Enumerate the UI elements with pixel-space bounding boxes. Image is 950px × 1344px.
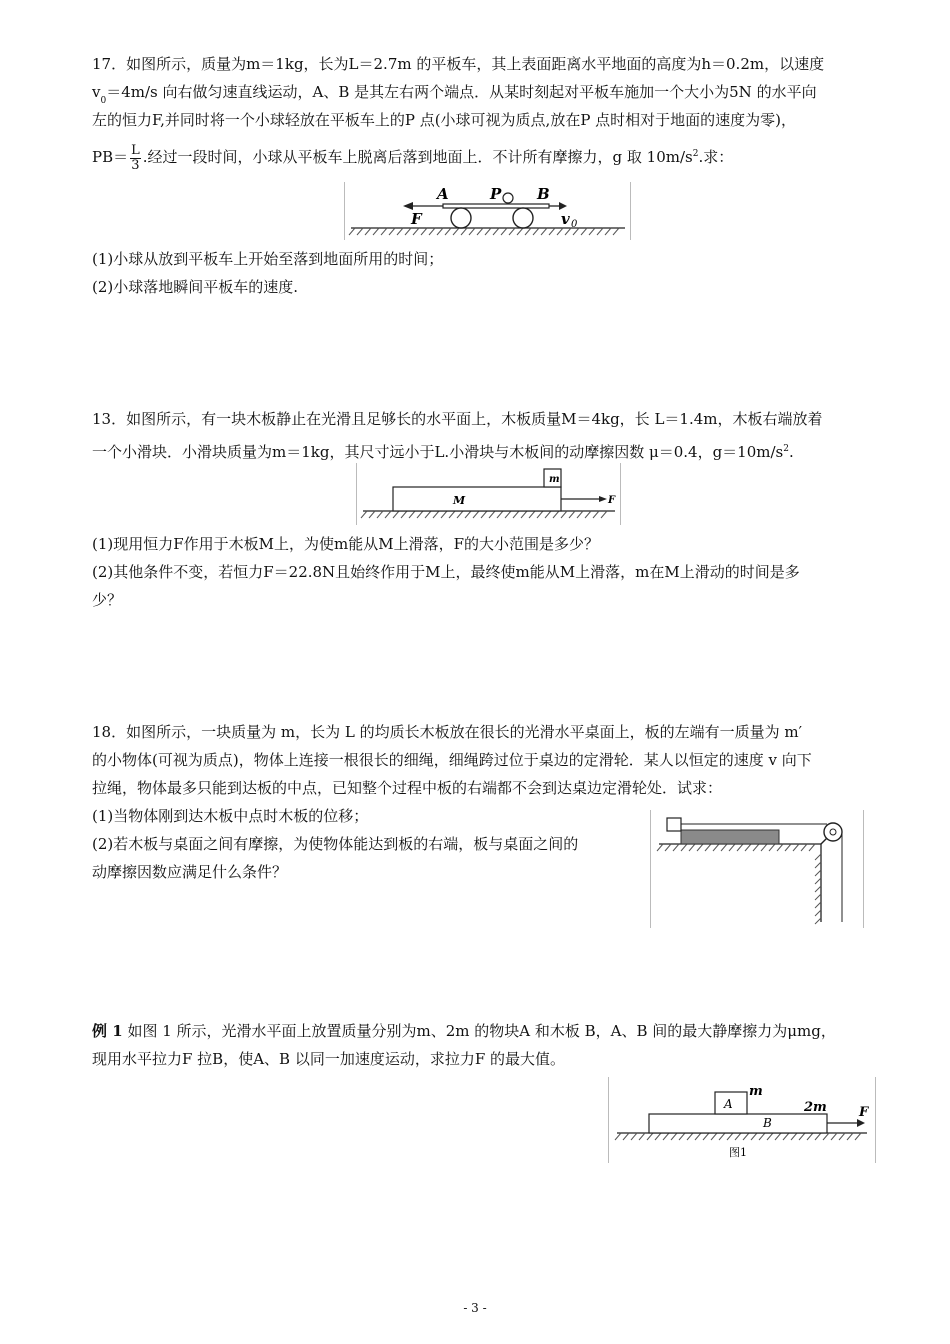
p17-line4-text: .经过一段时间，小球从平板车上脱离后落到地面上．不计所有摩擦力，g 取 10m/s (142, 148, 693, 166)
pulley-axle (830, 829, 836, 835)
ground-hatch (361, 511, 607, 518)
ex1-figure (608, 1077, 876, 1163)
p13-q1: (1)现用恒力F作用于木板M上，为使m能从M上滑落，F的大小范围是多少？ (92, 535, 600, 553)
p13-figure-svg (357, 463, 620, 525)
p17-pb: PB＝ (92, 148, 129, 166)
label-v-sub: 0 (571, 219, 578, 230)
p17-q1: (1)小球从放到平板车上开始至落到地面所用的时间； (92, 250, 444, 268)
ball (503, 193, 513, 203)
force-arrowhead (857, 1119, 865, 1127)
p17-sup: 2 (692, 149, 699, 159)
p18-line3: 拉绳，物体最多只能到达板的中点，已知整个过程中板的右端都不会到达桌边定滑轮处．试求： (92, 779, 723, 797)
wheel-right (513, 208, 533, 228)
force-arrowhead (599, 496, 607, 502)
frac-numerator: L (131, 142, 140, 158)
p13-figure (356, 463, 621, 525)
cart-plank (443, 204, 549, 208)
ex1-line1 (92, 1017, 887, 1045)
ex1-line2: 现用水平拉力F 拉B，使A、B 以同一加速度运动，求拉力F 的最大值。 (92, 1050, 566, 1068)
table-hatch (657, 844, 821, 924)
p17-line4 (92, 140, 887, 173)
figure-caption: 图1 (729, 1146, 747, 1159)
long-board (681, 830, 779, 844)
board-M (393, 487, 561, 511)
small-object (667, 818, 681, 831)
label-F: F (411, 210, 422, 228)
ground-hatch (349, 228, 619, 235)
ex1-line1-text: 如图 1 所示，光滑水平面上放置质量分别为m、2m 的物块A 和木板 B，A、B 间的最大静摩擦力为μmg， (122, 1022, 836, 1040)
label-M: M (453, 494, 466, 507)
label-P: P (490, 185, 502, 203)
label-B: B (763, 1116, 772, 1130)
label-F: F (608, 495, 616, 506)
p17-line3: 左的恒力F,并同时将一个小球轻放在平板车上的P 点(小球可视为质点,放在P 点时相对于地面的速度为零)， (92, 111, 797, 129)
wheel-left (451, 208, 471, 228)
p17-q2: (2)小球落地瞬间平板车的速度. (92, 278, 299, 296)
label-B: B (537, 185, 550, 203)
velocity-arrowhead (559, 202, 567, 210)
p17-fraction (130, 144, 141, 173)
p13-line2-end: . (788, 443, 794, 461)
board-B (649, 1114, 827, 1133)
p13-line1: 13．如图所示，有一块木板静止在光滑且足够长的水平面上，木板质量M＝4kg，长 L＝1.4m，木板右端放着 (92, 410, 823, 428)
ground-hatch (615, 1133, 861, 1140)
p18-q2a: (2)若木板与桌面之间有摩擦，为使物体能达到板的右端，板与桌面之间的 (92, 835, 579, 853)
p13-sup: 2 (783, 444, 789, 454)
p13-line2 (92, 435, 887, 466)
label-2m: 2m (804, 1100, 827, 1115)
p13-q2a: (2)其他条件不变，若恒力F＝22.8N且始终作用于M上，最终使m能从M上滑落，m在M上滑动的时间是多 (92, 563, 800, 581)
label-m: m (549, 474, 560, 485)
p18-q2b: 动摩擦因数应满足什么条件？ (92, 863, 288, 881)
p17-line2-text: ＝4m/s 向右做匀速直线运动，A、B 是其左右两个端点．从某时刻起对平板车施加一个大小为5N 的水平向 (106, 83, 817, 101)
page-number: - 3 - (463, 1301, 487, 1315)
p18-figure-svg (651, 810, 863, 928)
label-m: m (749, 1084, 763, 1099)
p18-figure (650, 810, 864, 928)
p17-figure (344, 182, 631, 240)
p17-figure-svg (345, 182, 630, 240)
p17-line4-end: .求： (698, 148, 734, 166)
p18-line1: 18．如图所示，一块质量为 m，长为 L 的均质长木板放在很长的光滑水平桌面上，板的左端有一质量为 m′ (92, 723, 802, 741)
ex1-figure-svg (609, 1077, 875, 1163)
label-A: A (724, 1097, 733, 1111)
frac-denominator: 3 (131, 157, 140, 173)
label-F: F (859, 1105, 869, 1120)
ex1-label: 例 1 (92, 1022, 123, 1040)
p17-v-sub: 0 (100, 96, 107, 106)
p18-line2: 的小物体(可视为质点)，物体上连接一根很长的细绳，细绳跨过位于桌边的定滑轮．某人以恒定的速度 v 向下 (92, 751, 812, 769)
p13-q2b: 少？ (92, 591, 123, 609)
p17-v-symbol: v (92, 83, 101, 101)
label-A: A (437, 185, 449, 203)
p13-line2-text: 一个小滑块．小滑块质量为m＝1kg，其尺寸远小于L.小滑块与木板间的动摩擦因数 μ＝0.4，g＝10m/s (92, 443, 784, 461)
p17-line1: 17．如图所示，质量为m＝1kg，长为L＝2.7m 的平板车，其上表面距离水平地面的高度为h＝0.2m，以速度 (92, 55, 825, 73)
label-v: v (561, 210, 570, 228)
p18-q1: (1)当物体刚到达木板中点时木板的位移； (92, 807, 369, 825)
force-arrowhead (403, 202, 413, 210)
